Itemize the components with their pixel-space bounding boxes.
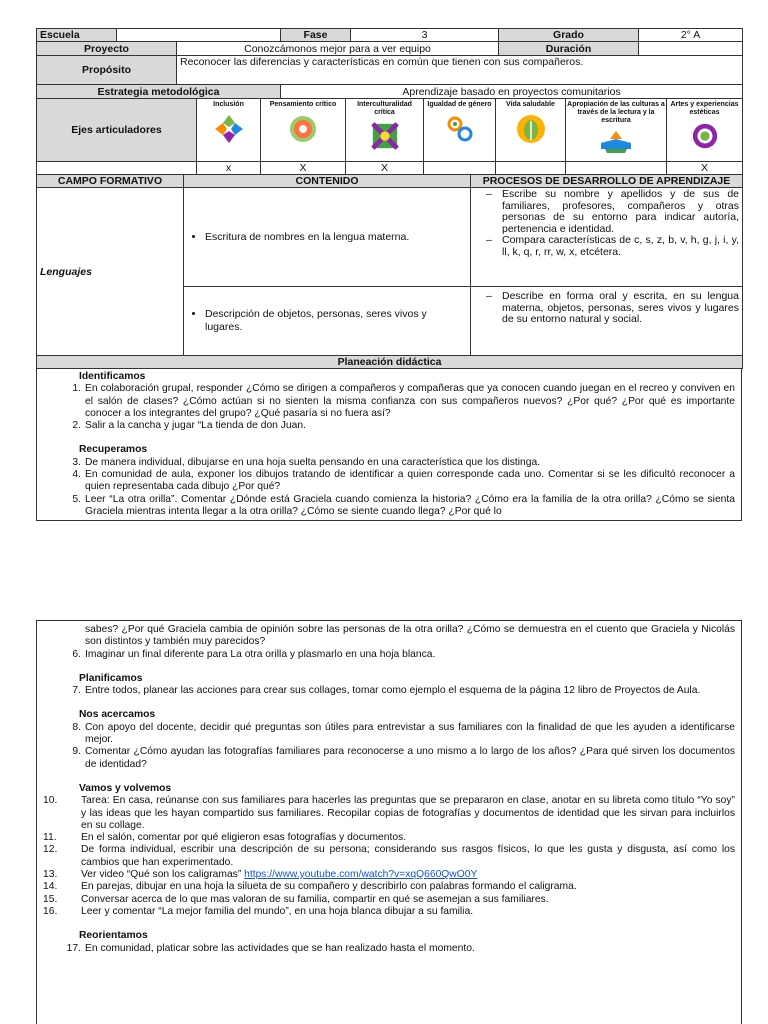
activity-9: 9. Comentar ¿Cómo ayudan las fotografías familiares para reconocerse a uno mismo a lo largo de los años? ¿Para qué sirven los documentos de identidad? — [72, 746, 735, 770]
eje-mark — [424, 162, 496, 175]
eje-apropiacion-culturas — [566, 99, 667, 162]
section-recuperamos: Recuperamos — [79, 444, 148, 456]
eje-title: Vida saludable — [506, 101, 555, 108]
section-planificamos: Planificamos — [79, 672, 143, 684]
activity-5-continued — [43, 624, 735, 649]
activity-4: 4. En comunidad de aula, exponer los dibujos tratando de identificar a quien corresponde cada uno. Comentar si se les dificultó reconocer a quien representaba cada dibujo ¿Por qué? — [72, 469, 735, 493]
contenido-1 — [184, 188, 471, 287]
eje-pensamiento-critico — [261, 99, 346, 162]
proposito-value: Reconocer las diferencias y características en común que tienen con sus compañeros. — [177, 56, 743, 85]
eje-vida-saludable — [496, 99, 566, 162]
vida-saludable-icon — [515, 113, 547, 145]
apropiacion-culturas-icon — [597, 129, 635, 155]
activity-text: Imaginar un final diferente para La otra orilla y plasmarlo en una hoja blanca. — [85, 648, 436, 660]
section-nos-acercamos: Nos acercamos — [79, 709, 156, 721]
eje-inclusion — [197, 99, 261, 162]
ejes-label: Ejes articuladores — [37, 99, 197, 162]
activity-text: De manera individual, dibujarse en una hoja suelta pensando en una característica que los distinga. — [85, 456, 541, 468]
eje-title: Pensamiento crítico — [269, 101, 337, 108]
fase-label: Fase — [281, 29, 351, 42]
activity-text: Salir a la cancha y jugar “La tienda de don Juan. — [85, 420, 306, 432]
activity-text: sabes? ¿Por qué Graciela cambia de opinión sobre las personas de la otra orilla? ¿Cómo se demuestra en el cuento que Graciela y Nicolás son distintos y también muy parecidos? — [85, 624, 735, 648]
section-reorientamos: Reorientamos — [79, 930, 148, 942]
planning-sheet-page-1 — [36, 28, 742, 521]
activity-text: Leer “La otra orilla”. Comentar ¿Dónde está Graciela cuando comienza la historia? ¿Cómo era la familia de la otra orilla? ¿Cómo se sienta Graciela mientras intenta llegar a la otra orilla? ¿Cómo se siente cuando llega? ¿Por qué lo — [85, 493, 735, 517]
eje-title: Interculturalidad crítica — [357, 101, 412, 116]
pda-1 — [471, 188, 743, 287]
activity-text: Conversar acerca de lo que mas valoran de su familia, compartir en qué se asemejan a sus familiares. — [81, 893, 549, 905]
activity-text: Ver video “Qué son los caligramas” — [81, 869, 242, 881]
pda-2 — [471, 287, 743, 356]
activity-text: Entre todos, planear las acciones para crear sus collages, tomar como ejemplo el esquema de la página 12 libro de Proyectos de Aula. — [85, 685, 701, 697]
contenido-item: • Escritura de nombres en la lengua materna. — [205, 231, 467, 244]
planeacion-title: Planeación didáctica — [37, 356, 743, 369]
ejes-table — [36, 98, 743, 175]
activity-text: Tarea: En casa, reúnanse con sus familiares para hacerles las preguntas que se prepararon en clase, anotar en su libreta como título “Yo soy” y las ideas que les hayan compartido sus familiares. Recopilar copias de fotografías y documentos de identidad que les sirvan para incluirlos en su collage. — [81, 795, 735, 831]
activity-3: 3. De manera individual, dibujarse en una hoja suelta pensando en una característica que los distinga. — [43, 457, 735, 469]
campo-header: CAMPO FORMATIVO — [37, 175, 184, 188]
eje-mark: X — [346, 162, 424, 175]
activity-text: En colaboración grupal, responder ¿Cómo se dirigen a compañeros y compañeras que ya conocen cuando juegan en el recreo y conviven en el salón de clases? ¿Cómo actúan si no sienten la misma confianza con sus compañeros nuevos? ¿Por qué? ¿Por qué es importante conocer a los integrantes del grupo? ¿Qué pasaría si no fuera así? — [85, 383, 735, 419]
eje-title: Apropiación de las culturas a través de la lectura y la escritura — [567, 101, 665, 124]
planning-sheet-page-2 — [36, 620, 742, 1024]
eje-artes — [667, 99, 743, 162]
pda-header: PROCESOS DE DESARROLLO DE APRENDIZAJE — [471, 175, 743, 188]
activity-10: 10. Tarea: En casa, reúnanse con sus familiares para hacerles las preguntas que se prepararon en clase, anotar en su libreta como título “Yo soy” y las ideas que les hayan compartido sus familiares. Recopilar copias de fotografías y documentos de identidad que les sirvan para incluirlos en su collage. — [43, 795, 735, 831]
caligramas-video-link[interactable]: https://www.youtube.com/watch?v=xqQ660QwO0Y — [244, 869, 478, 881]
pda-item: – Describe en forma oral y escrita, en su lengua materna, objetos, personas, seres vivos y lugares de su entorno natural y social. — [502, 291, 739, 326]
activity-text: En el salón, comentar por qué eligieron esas fotografías y documentos. — [81, 832, 407, 844]
eje-interculturalidad — [346, 99, 424, 162]
estrategia-value: Aprendizaje basado en proyectos comunitarios — [281, 85, 743, 99]
estrategia-label: Estrategia metodológica — [37, 85, 281, 99]
activity-17: 17. En comunidad, platicar sobre las actividades que se han realizado hasta el momento. — [43, 943, 735, 955]
activity-13: 13. Ver video “Qué son los caligramas” https://www.youtube.com/watch?v=xqQ660QwO0Y — [43, 869, 478, 881]
section-identificamos: Identificamos — [79, 371, 146, 382]
eje-title: Artes y experiencias estéticas — [670, 101, 739, 116]
proposito-label: Propósito — [37, 56, 177, 85]
duracion-label: Duración — [499, 42, 639, 56]
eje-mark: X — [261, 162, 346, 175]
pda-item: – Compara características de c, s, z, b, v, h, g, j, i, y, ll, k, q, r, rr, w, x, etcétera. — [502, 235, 739, 258]
interculturalidad-icon — [370, 121, 400, 151]
grado-label: Grado — [499, 29, 639, 42]
pda-item: – Escribe su nombre y apellidos y de sus de familiares, profesores, compañeros y otras personas de su entorno para indicar autoría, pertenencia e identidad. — [502, 189, 739, 235]
eje-igualdad-genero — [424, 99, 496, 162]
inclusion-icon — [213, 113, 245, 145]
grado-value: 2° A — [639, 29, 743, 42]
contenido-2 — [184, 287, 471, 356]
artes-icon — [690, 121, 720, 151]
duracion-value — [639, 42, 743, 56]
igualdad-genero-icon — [444, 113, 476, 145]
activity-7: 7. Entre todos, planear las acciones para crear sus collages, tomar como ejemplo el esquema de la página 12 libro de Proyectos de Aula. — [43, 685, 735, 697]
escuela-label: Escuela — [37, 29, 117, 42]
proyecto-value: Conozcámonos mejor para a ver equipo — [177, 42, 499, 56]
eje-mark: x — [197, 162, 261, 175]
activity-text: Con apoyo del docente, decidir qué preguntas son útiles para entrevistar a sus familiares con la finalidad de que les ayuden a identificarse mejor. — [85, 721, 735, 746]
activity-8: 8. Con apoyo del docente, decidir qué preguntas son útiles para entrevistar a sus familiares con la finalidad de que les ayuden a identificarse mejor. — [72, 721, 735, 746]
activity-16: 16. Leer y comentar “La mejor familia del mundo”, en una hoja blanca dibujar a su familia. — [43, 906, 735, 918]
activity-text: En comunidad, platicar sobre las actividades que se han realizado hasta el momento. — [85, 942, 475, 954]
activity-text: En comunidad de aula, exponer los dibujos tratando de identificar a quien corresponde cada uno. Comentar si se les dificultó reconocer a quien representaba cada dibujo ¿Por qué? — [85, 469, 735, 493]
pensamiento-critico-icon — [287, 113, 319, 145]
fase-value: 3 — [351, 29, 499, 42]
activity-text: Leer y comentar “La mejor familia del mundo”, en una hoja blanca dibujar a su familia. — [81, 905, 474, 917]
campo-name: Lenguajes — [37, 188, 184, 356]
activity-5: 5. Leer “La otra orilla”. Comentar ¿Dónde está Graciela cuando comienza la historia? ¿Cómo era la familia de la otra orilla? ¿Cómo se sienta Graciela mientras intenta llegar a la otra orilla? ¿Cómo se siente cuando llega? ¿Por qué lo — [72, 493, 735, 517]
activity-1: 1. En colaboración grupal, responder ¿Cómo se dirigen a compañeros y compañeras que ya conocen cuando juegan en el recreo y conviven en el salón de clases? ¿Cómo actúan si no sienten la misma confianza con sus compañeros nuevos? ¿Por qué? ¿Por qué es importante conocer a los integrantes del grupo? ¿Qué pasaría si no fuera así? — [72, 383, 735, 419]
eje-title: Inclusión — [213, 101, 244, 108]
eje-mark — [496, 162, 566, 175]
ejes-mark-empty — [37, 162, 197, 175]
eje-title: Igualdad de género — [427, 101, 492, 108]
planeacion-body-page-1 — [36, 369, 742, 521]
activity-text: En parejas, dibujar en una hoja la silueta de su compañero y describirlo con palabras formando el caligrama. — [81, 881, 577, 893]
activity-12: 12. De forma individual, escribir una descripción de su persona; considerando sus rasgos físicos, lo que les gusta y disgusta, así como los cambios que han experimentado. — [43, 844, 735, 868]
proyecto-label: Proyecto — [37, 42, 177, 56]
activity-text: Comentar ¿Cómo ayudan las fotografías familiares para reconocerse a uno mismo a lo largo de los años? ¿Para qué sirven los documentos de identidad? — [85, 746, 735, 770]
eje-mark — [566, 162, 667, 175]
header-table — [36, 28, 743, 99]
activity-14: 14. En parejas, dibujar en una hoja la silueta de su compañero y describirlo con palabras formando el caligrama. — [43, 881, 735, 893]
activity-11: 11. En el salón, comentar por qué eligieron esas fotografías y documentos. — [43, 832, 735, 844]
contenido-header: CONTENIDO — [184, 175, 471, 188]
activity-15: 15. Conversar acerca de lo que mas valoran de su familia, compartir en qué se asemejan a sus familiares. — [43, 894, 735, 906]
activity-2: 2. Salir a la cancha y jugar “La tienda de don Juan. — [43, 420, 735, 432]
campo-table — [36, 174, 743, 369]
activity-6: 6. Imaginar un final diferente para La otra orilla y plasmarlo en una hoja blanca. — [43, 649, 735, 661]
section-vamos-y-volvemos: Vamos y volvemos — [79, 782, 172, 794]
eje-mark: X — [667, 162, 743, 175]
activity-text: De forma individual, escribir una descripción de su persona; considerando sus rasgos físicos, lo que les gusta y disgusta, así como los cambios que han experimentado. — [81, 844, 735, 868]
contenido-item: • Descripción de objetos, personas, seres vivos y lugares. — [205, 308, 467, 334]
escuela-value — [117, 29, 281, 42]
